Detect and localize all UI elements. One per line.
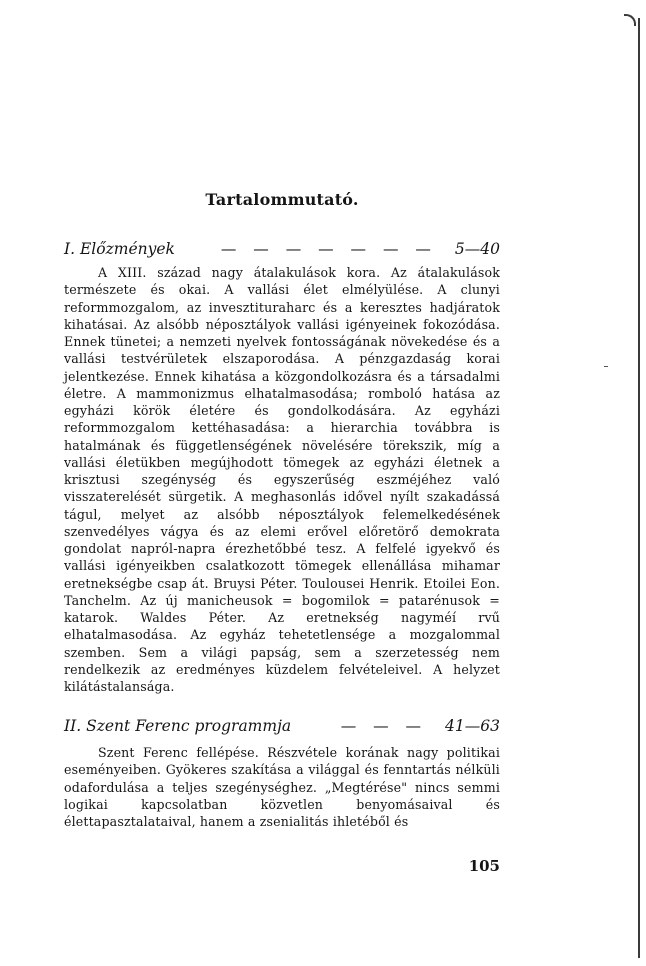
leader-dashes: — — — (340, 717, 428, 735)
page-edge (638, 18, 640, 958)
section-pages: 41—63 (445, 717, 500, 735)
stray-mark (604, 366, 608, 367)
section-title: I. Előzmények (64, 240, 175, 258)
section-heading-1 (64, 240, 500, 258)
page-number: 105 (468, 857, 500, 875)
section-title: II. Szent Ferenc programmja (64, 717, 292, 735)
page-corner (624, 14, 636, 26)
leader-dashes: — — — — — — — (220, 240, 437, 258)
section-summary-2: Szent Ferenc fellépése. Részvétele korának nagy politikai eseményeiben. Gyökeres szakítása a világgal és fenntartás nélküli odafordulása a teljes szegénységhez. „Megtérése" nincs semmi logikai kapcsolatban közvetlen benyomásaival és élettapasztalataival, hanem a zsenialitás ihletéből és (64, 745, 500, 829)
section-pages: 5—40 (454, 240, 500, 258)
section-heading-2 (64, 717, 500, 735)
section-summary-1: A XIII. század nagy átalakulások kora. Az átalakulások természete és okai. A vallási élet elmélyülése. A clunyi reformmozgalom, az invesztituraharc és a keresztes hadjáratok kihatásai. Az alsóbb néposztályok vallási igényeinek fokozódása. Ennek tünetei; a nemzeti nyelvek fontosságának növekedése és a vallási testvérületek elszaporodása. A pénzgazdaság korai jelentkezése. Ennek kihatása a közgondolkozásra és a társadalmi életre. A mammonizmus elhatalmasodása; romboló hatása az egyházi körök életére és gondolkodására. Az egyházi reformmozgalom kettéhasadása: a hierarchia továbbra is hatalmának és függetlenségének növelésére törekszik, míg a vallási életükben megújhodott tömegek az egyházi életnek a krisztusi szegénység és egyszerűség eszméjéhez való visszaterelését sürgetik. A meghasonlás idővel nyílt szakadássá tágul, melyet az alsóbb néposztályok felemelkedésének szenvedélyes vágya és az elemi erővel előretörő demokrata gondolat napról-napra érezhetőbbé tesz. A felfelé igyekvő és vallási igényeikben csalatkozott tömegek ellenállása mihamar eretnekségbe csap át. Bruysi Péter. Toulousei Henrik. Etoilei Eon. Tanchelm. Az új manicheusok = bogomilok = patarénusok = katarok. Waldes Péter. Az eretnekség nagyméí rvű elhatalmasodása. Az egyház tehetetlensége a mozgalommal szemben. Sem a világi papság, sem a szerzetesség nem rendelkezik az eredményes küzdelem felvételeivel. A helyzet kilátástalansága. (64, 265, 500, 694)
page-title: Tartalommutató. (205, 190, 359, 209)
